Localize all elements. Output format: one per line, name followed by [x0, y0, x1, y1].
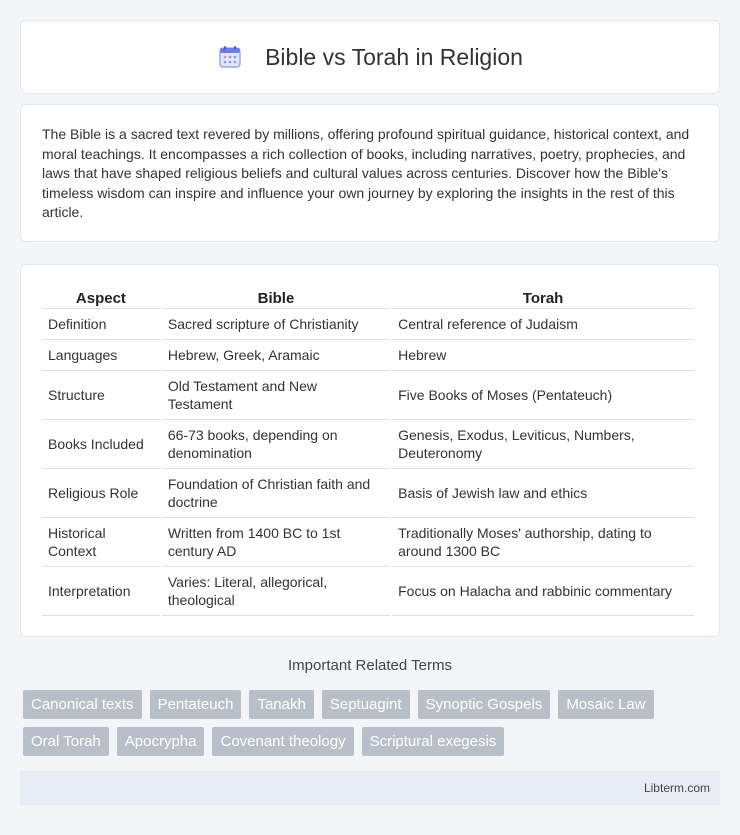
row-aspect: Religious Role [42, 469, 160, 518]
tag-tanakh[interactable]: Tanakh [249, 690, 313, 719]
comparison-card [20, 264, 720, 637]
tag-covenant-theology[interactable]: Covenant theology [212, 727, 353, 756]
row-bible: 66-73 books, depending on denomination [162, 420, 390, 469]
tag-canonical-texts[interactable]: Canonical texts [23, 690, 142, 719]
calendar-icon [217, 44, 243, 70]
row-torah: Central reference of Judaism [392, 309, 694, 340]
row-bible: Old Testament and New Testament [162, 371, 390, 420]
intro-text: The Bible is a sacred text revered by millions, offering profound spiritual guidance, historical context, and moral teachings. It encompasses a rich collection of books, including narratives, poetry, prophecies, and laws that have shaped religious beliefs and cultural values across centuries. Discover how the Bible's timeless wisdom can inspire and influence your own journey by exploring the insights in the rest of this article. [42, 126, 690, 221]
row-aspect: Historical Context [42, 518, 160, 567]
related-terms-tags [23, 690, 723, 764]
table-row [42, 371, 694, 420]
row-torah: Focus on Halacha and rabbinic commentary [392, 567, 694, 616]
tag-scriptural-exegesis[interactable]: Scriptural exegesis [362, 727, 505, 756]
row-aspect: Definition [42, 309, 160, 340]
header-torah: Torah [392, 285, 694, 309]
row-bible: Hebrew, Greek, Aramaic [162, 340, 390, 371]
tag-apocrypha[interactable]: Apocrypha [117, 727, 205, 756]
header-card [20, 20, 720, 94]
tag-row [23, 727, 723, 756]
table-row [42, 518, 694, 567]
footer [20, 771, 720, 805]
row-bible: Varies: Literal, allegorical, theological [162, 567, 390, 616]
row-bible: Sacred scripture of Christianity [162, 309, 390, 340]
table-row [42, 567, 694, 616]
row-torah: Hebrew [392, 340, 694, 371]
table-row [42, 340, 694, 371]
row-bible: Written from 1400 BC to 1st century AD [162, 518, 390, 567]
tag-pentateuch[interactable]: Pentateuch [150, 690, 242, 719]
comparison-table [40, 285, 696, 616]
tag-row [23, 690, 723, 719]
table-row [42, 469, 694, 518]
row-torah: Five Books of Moses (Pentateuch) [392, 371, 694, 420]
header-aspect: Aspect [42, 285, 160, 309]
row-bible: Foundation of Christian faith and doctrine [162, 469, 390, 518]
table-row [42, 309, 694, 340]
tag-synoptic-gospels[interactable]: Synoptic Gospels [418, 690, 551, 719]
page-title: Bible vs Torah in Religion [265, 43, 523, 70]
row-aspect: Books Included [42, 420, 160, 469]
tag-oral-torah[interactable]: Oral Torah [23, 727, 109, 756]
row-torah: Genesis, Exodus, Leviticus, Numbers, Deuteronomy [392, 420, 694, 469]
table-header-row [42, 285, 694, 309]
row-aspect: Structure [42, 371, 160, 420]
row-aspect: Languages [42, 340, 160, 371]
row-torah: Traditionally Moses' authorship, dating to around 1300 BC [392, 518, 694, 567]
footer-site-link[interactable]: Libterm.com [643, 781, 710, 795]
row-aspect: Interpretation [42, 567, 160, 616]
related-terms-title: Important Related Terms [288, 657, 452, 674]
table-row [42, 420, 694, 469]
tag-septuagint[interactable]: Septuagint [322, 690, 410, 719]
tag-mosaic-law[interactable]: Mosaic Law [558, 690, 653, 719]
intro-card [20, 104, 720, 242]
row-torah: Basis of Jewish law and ethics [392, 469, 694, 518]
header-bible: Bible [162, 285, 390, 309]
